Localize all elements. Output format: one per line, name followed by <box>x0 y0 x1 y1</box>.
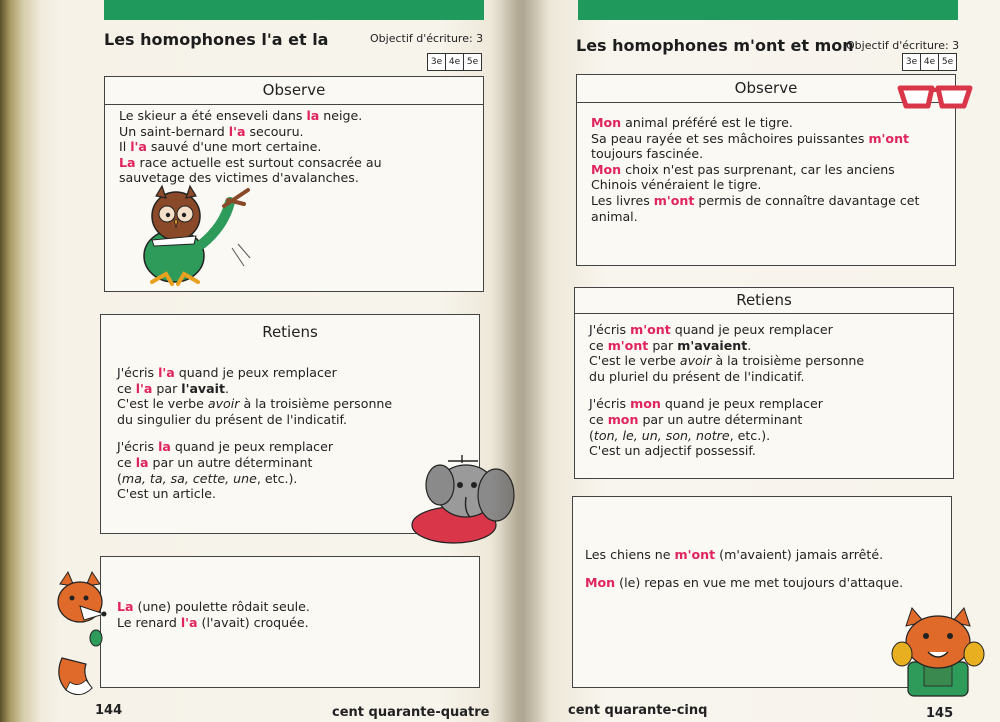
text-line <box>119 139 471 155</box>
grade-5: 5e <box>938 53 957 71</box>
text-line <box>591 131 947 147</box>
text-line <box>117 381 467 397</box>
glasses-icon <box>898 82 972 112</box>
text-line <box>117 412 467 428</box>
text-line <box>589 396 945 412</box>
observe-text <box>591 115 947 224</box>
text-segment: par <box>648 337 678 353</box>
page-number-words: cent quarante-quatre <box>332 705 490 720</box>
text-segment: C'est un article. <box>117 486 216 502</box>
retiens-title: Retiens <box>262 323 318 341</box>
text-segment: du singulier du présent de l'indicatif. <box>117 411 348 427</box>
text-segment: Un saint-bernard <box>119 123 229 139</box>
text-line <box>119 108 471 124</box>
text-segment: ce <box>117 454 136 470</box>
text-segment: Sa peau rayée et ses mâchoires puissantes <box>591 130 869 146</box>
text-segment: du pluriel du présent de l'indicatif. <box>589 368 805 384</box>
text-segment: quand je peux remplacer <box>660 396 823 412</box>
header-band <box>104 0 484 20</box>
observe-title: Observe <box>734 79 798 97</box>
text-segment: avoir <box>679 353 712 369</box>
page-number: 144 <box>95 703 123 718</box>
text-line <box>117 599 467 615</box>
text-segment: neige. <box>319 108 363 123</box>
text-segment: race actuelle est surtout consacrée au <box>135 154 382 170</box>
text-segment: animal préféré est le tigre. <box>621 115 793 130</box>
page-title <box>104 30 328 49</box>
text-line <box>591 177 947 193</box>
homophone-highlight: l'a <box>228 123 246 139</box>
text-segment: l'avait <box>181 380 225 396</box>
title-prefix: Les homophones <box>104 30 256 49</box>
example-box <box>100 556 480 688</box>
text-line <box>589 428 945 444</box>
owl-illustration <box>132 178 257 290</box>
text-line <box>117 439 467 455</box>
text-line <box>591 146 947 162</box>
text-segment: à la troisième personne <box>711 353 865 369</box>
text-segment: . <box>224 380 229 396</box>
homophone-highlight: m'ont <box>674 547 716 562</box>
homophone-highlight: l'a <box>180 614 198 630</box>
text-segment: Le skieur a été enseveli dans <box>119 108 307 123</box>
text-line <box>591 209 947 225</box>
homophone-highlight: Mon <box>591 115 622 130</box>
retiens-divider <box>575 313 953 314</box>
text-line <box>589 412 945 428</box>
line-gap <box>117 427 467 439</box>
text-line <box>119 124 471 140</box>
homophone-highlight: l'a <box>135 380 153 396</box>
text-line <box>589 443 945 459</box>
book-gutter <box>490 0 550 722</box>
title-homophones: l'a et la <box>261 30 329 49</box>
homophone-highlight: la <box>306 108 320 123</box>
homophone-highlight: l'a <box>158 365 175 380</box>
text-segment: choix n'est pas surprenant, car les anciens <box>621 161 895 177</box>
text-line <box>589 353 945 369</box>
title-prefix: Les homophones <box>576 36 728 55</box>
homophone-highlight: La <box>119 154 136 170</box>
text-segment: Les livres <box>591 192 654 208</box>
text-segment: , etc.). <box>729 427 771 443</box>
text-segment: avoir <box>207 396 240 412</box>
text-segment: ( <box>589 427 594 443</box>
objective-label: Objectif d'écriture: 3 <box>370 32 484 45</box>
text-segment: par <box>152 380 182 396</box>
text-line <box>585 575 945 591</box>
homophone-highlight: la <box>135 454 149 470</box>
text-segment: m'avaient <box>677 337 748 353</box>
text-segment: J'écris <box>117 439 159 455</box>
grade-3: 3e <box>902 53 921 71</box>
text-segment: J'écris <box>589 396 631 412</box>
text-segment: ton, le, un, son, notre <box>593 427 730 443</box>
retiens-text <box>589 322 945 459</box>
text-segment: J'écris <box>117 365 159 380</box>
line-gap <box>585 563 945 575</box>
text-line <box>591 115 947 131</box>
text-line <box>589 322 945 338</box>
homophone-highlight: mon <box>630 396 661 412</box>
text-segment: par un autre déterminant <box>638 411 803 427</box>
homophone-highlight: Mon <box>591 161 622 177</box>
text-line <box>589 369 945 385</box>
right-page <box>516 0 1000 722</box>
homophone-highlight: l'a <box>130 139 147 155</box>
text-segment: sauvé d'une mort certaine. <box>146 139 322 155</box>
retiens-box <box>574 287 954 479</box>
text-segment: ma, ta, sa, cette, une <box>121 470 257 486</box>
text-line <box>119 155 471 171</box>
observe-title: Observe <box>262 81 326 99</box>
text-segment: sauvetage des victimes d'avalanches. <box>119 170 359 186</box>
fox-kid-illustration <box>888 608 988 698</box>
text-segment: ce <box>589 411 608 427</box>
text-segment: permis de connaître davantage cet <box>694 192 920 208</box>
example-text <box>117 599 467 630</box>
page-title <box>576 36 854 55</box>
book-edge <box>0 0 40 722</box>
text-segment: animal. <box>591 208 638 224</box>
fox-illustration <box>52 572 122 702</box>
header-band <box>578 0 958 20</box>
homophone-highlight: m'ont <box>607 337 649 353</box>
text-segment: toujours fascinée. <box>591 146 704 162</box>
text-segment: ce <box>117 380 136 396</box>
grade-4: 4e <box>445 53 464 71</box>
text-segment: ( <box>117 470 122 486</box>
line-gap <box>589 384 945 396</box>
text-segment: quand je peux remplacer <box>170 439 334 455</box>
title-homophones: m'ont et mon <box>733 36 854 55</box>
text-segment: (m'avaient) jamais arrêté. <box>715 547 884 562</box>
homophone-highlight: m'ont <box>630 322 671 337</box>
text-segment: Le renard <box>117 614 181 630</box>
text-segment: quand je peux remplacer <box>670 322 833 337</box>
observe-text <box>119 108 471 186</box>
text-line <box>117 365 467 381</box>
grade-levels <box>902 53 956 71</box>
retiens-title: Retiens <box>736 291 792 309</box>
text-line <box>591 193 947 209</box>
text-segment: ce <box>589 337 608 353</box>
text-line <box>585 547 945 563</box>
text-line <box>117 396 467 412</box>
homophone-highlight: la <box>158 439 171 455</box>
text-line <box>589 338 945 354</box>
text-segment: quand je peux remplacer <box>174 365 337 380</box>
text-segment: (une) poulette rôdait seule. <box>133 599 310 614</box>
homophone-highlight: Mon <box>585 575 616 590</box>
text-segment: C'est le verbe <box>589 353 680 369</box>
text-segment: par un autre déterminant <box>148 454 313 470</box>
homophone-highlight: mon <box>607 411 639 427</box>
grade-4: 4e <box>920 53 939 71</box>
text-segment: secouru. <box>245 123 304 139</box>
text-line <box>591 162 947 178</box>
text-segment: (l'avait) croquée. <box>197 614 309 630</box>
homophone-highlight: La <box>117 599 134 614</box>
text-segment: à la troisième personne <box>239 396 393 412</box>
page-number-words: cent quarante-cinq <box>568 703 708 718</box>
example-text <box>585 547 945 591</box>
objective-label: Objectif d'écriture: 3 <box>846 39 960 52</box>
grade-levels <box>427 53 481 71</box>
page-number: 145 <box>926 706 954 721</box>
text-segment: C'est un adjectif possessif. <box>589 443 756 459</box>
text-segment: . <box>747 337 752 353</box>
text-segment: C'est le verbe <box>117 396 208 412</box>
grade-5: 5e <box>463 53 482 71</box>
text-segment: Il <box>119 139 131 155</box>
text-line <box>117 615 467 631</box>
text-segment: J'écris <box>589 322 631 337</box>
homophone-highlight: m'ont <box>653 192 695 208</box>
text-segment: , etc.). <box>256 470 298 486</box>
grade-3: 3e <box>427 53 446 71</box>
text-segment: Les chiens ne <box>585 547 675 562</box>
observe-divider <box>105 104 483 105</box>
text-segment: (le) repas en vue me met toujours d'attaque. <box>615 575 904 590</box>
homophone-highlight: m'ont <box>868 130 910 146</box>
text-segment: Chinois vénéraient le tigre. <box>591 177 762 193</box>
